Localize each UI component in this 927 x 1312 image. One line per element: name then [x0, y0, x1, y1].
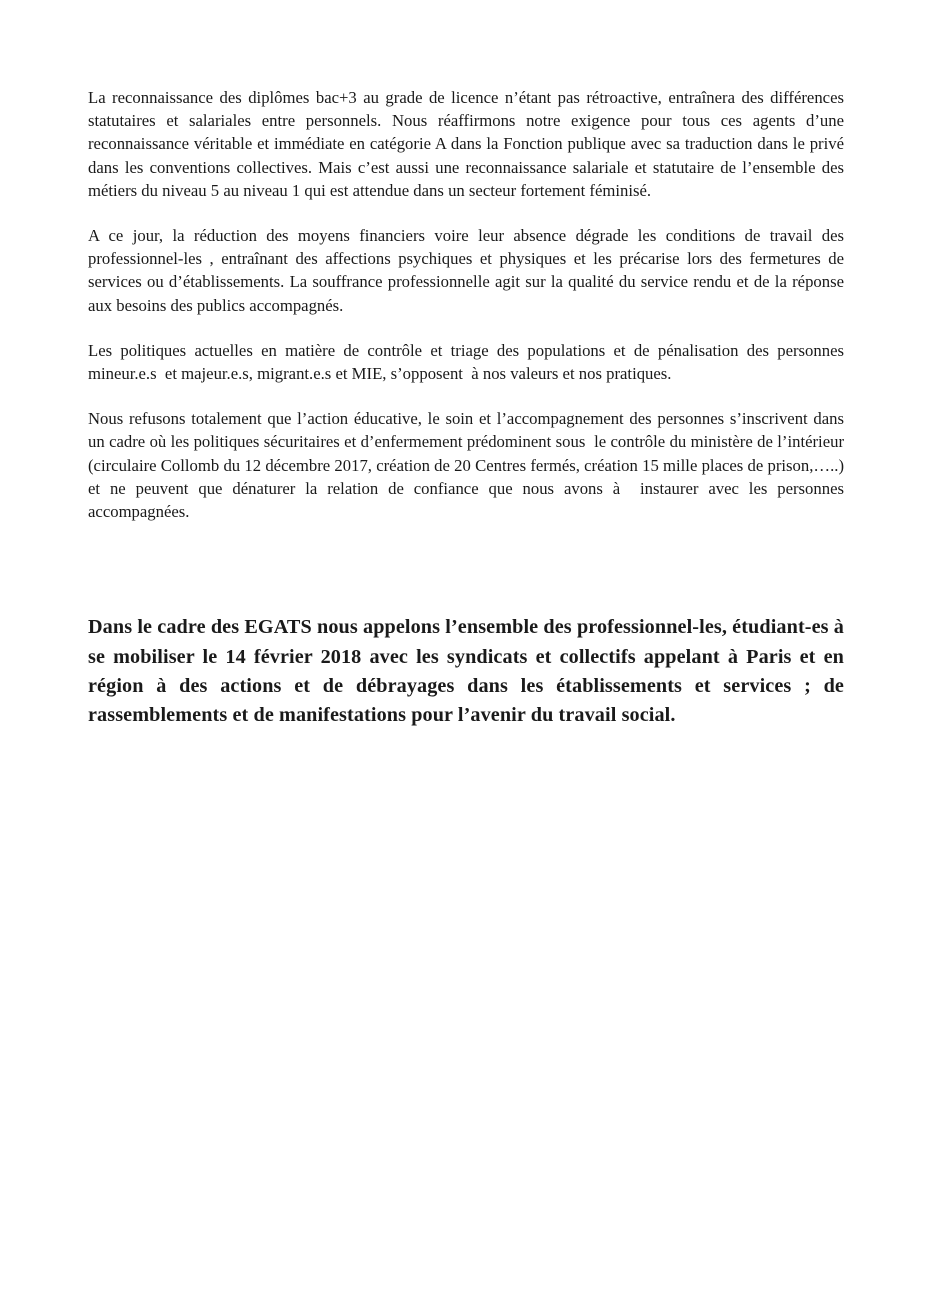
- body-paragraph-1: La reconnaissance des diplômes bac+3 au grade de licence n’étant pas rétroactive, entraînera des différences statutaires et salariales entre personnels. Nous réaffirmons notre exigence pour tous ces agents d’une reconnaissance véritable et immédiate en catégorie A dans la Fonction publique avec sa traduction dans le privé dans les conventions collectives. Mais c’est aussi une reconnaissance salariale et statutaire de l’ensemble des métiers du niveau 5 au niveau 1 qui est attendue dans un secteur fortement féminisé.: [88, 88, 849, 200]
- document-text-column: [88, 86, 850, 730]
- body-paragraph-3: Les politiques actuelles en matière de contrôle et triage des populations et de pénalisation des personnes mineur.e.s et majeur.e.s, migrant.e.s et MIE, s’opposent à nos valeurs et nos pratiques.: [88, 340, 849, 384]
- body-paragraph-2: A ce jour, la réduction des moyens financiers voire leur absence dégrade les conditions de travail des professionnel-les , entraînant des affections psychiques et physiques et les précarise lors des fermetures de services ou d’établissements. La souffrance professionnelle agit sur la qualité du service rendu et de la réponse aux besoins des publics accompagnés.: [88, 226, 849, 315]
- body-paragraph-4: Nous refusons totalement que l’action éducative, le soin et l’accompagnement des personnes s’inscrivent dans un cadre où les politiques sécuritaires et d’enfermement prédominent sous le contrôle du ministère de l’intérieur (circulaire Collomb du 12 décembre 2017, création de 20 Centres fermés, création 15 mille places de prison,…..) et ne peuvent que dénaturer la relation de confiance que nous avons à instaurer avec les personnes accompagnées.: [88, 409, 849, 522]
- call-to-action-statement: Dans le cadre des EGATS nous appelons l’ensemble des professionnel-les, étudiant-es à se mobiliser le 14 février 2018 avec les syndicats et collectifs appelant à Paris et en région à des actions et de débrayages dans les établissements et services ; de rassemblements et de manifestations pour l’avenir du travail social.: [88, 616, 850, 727]
